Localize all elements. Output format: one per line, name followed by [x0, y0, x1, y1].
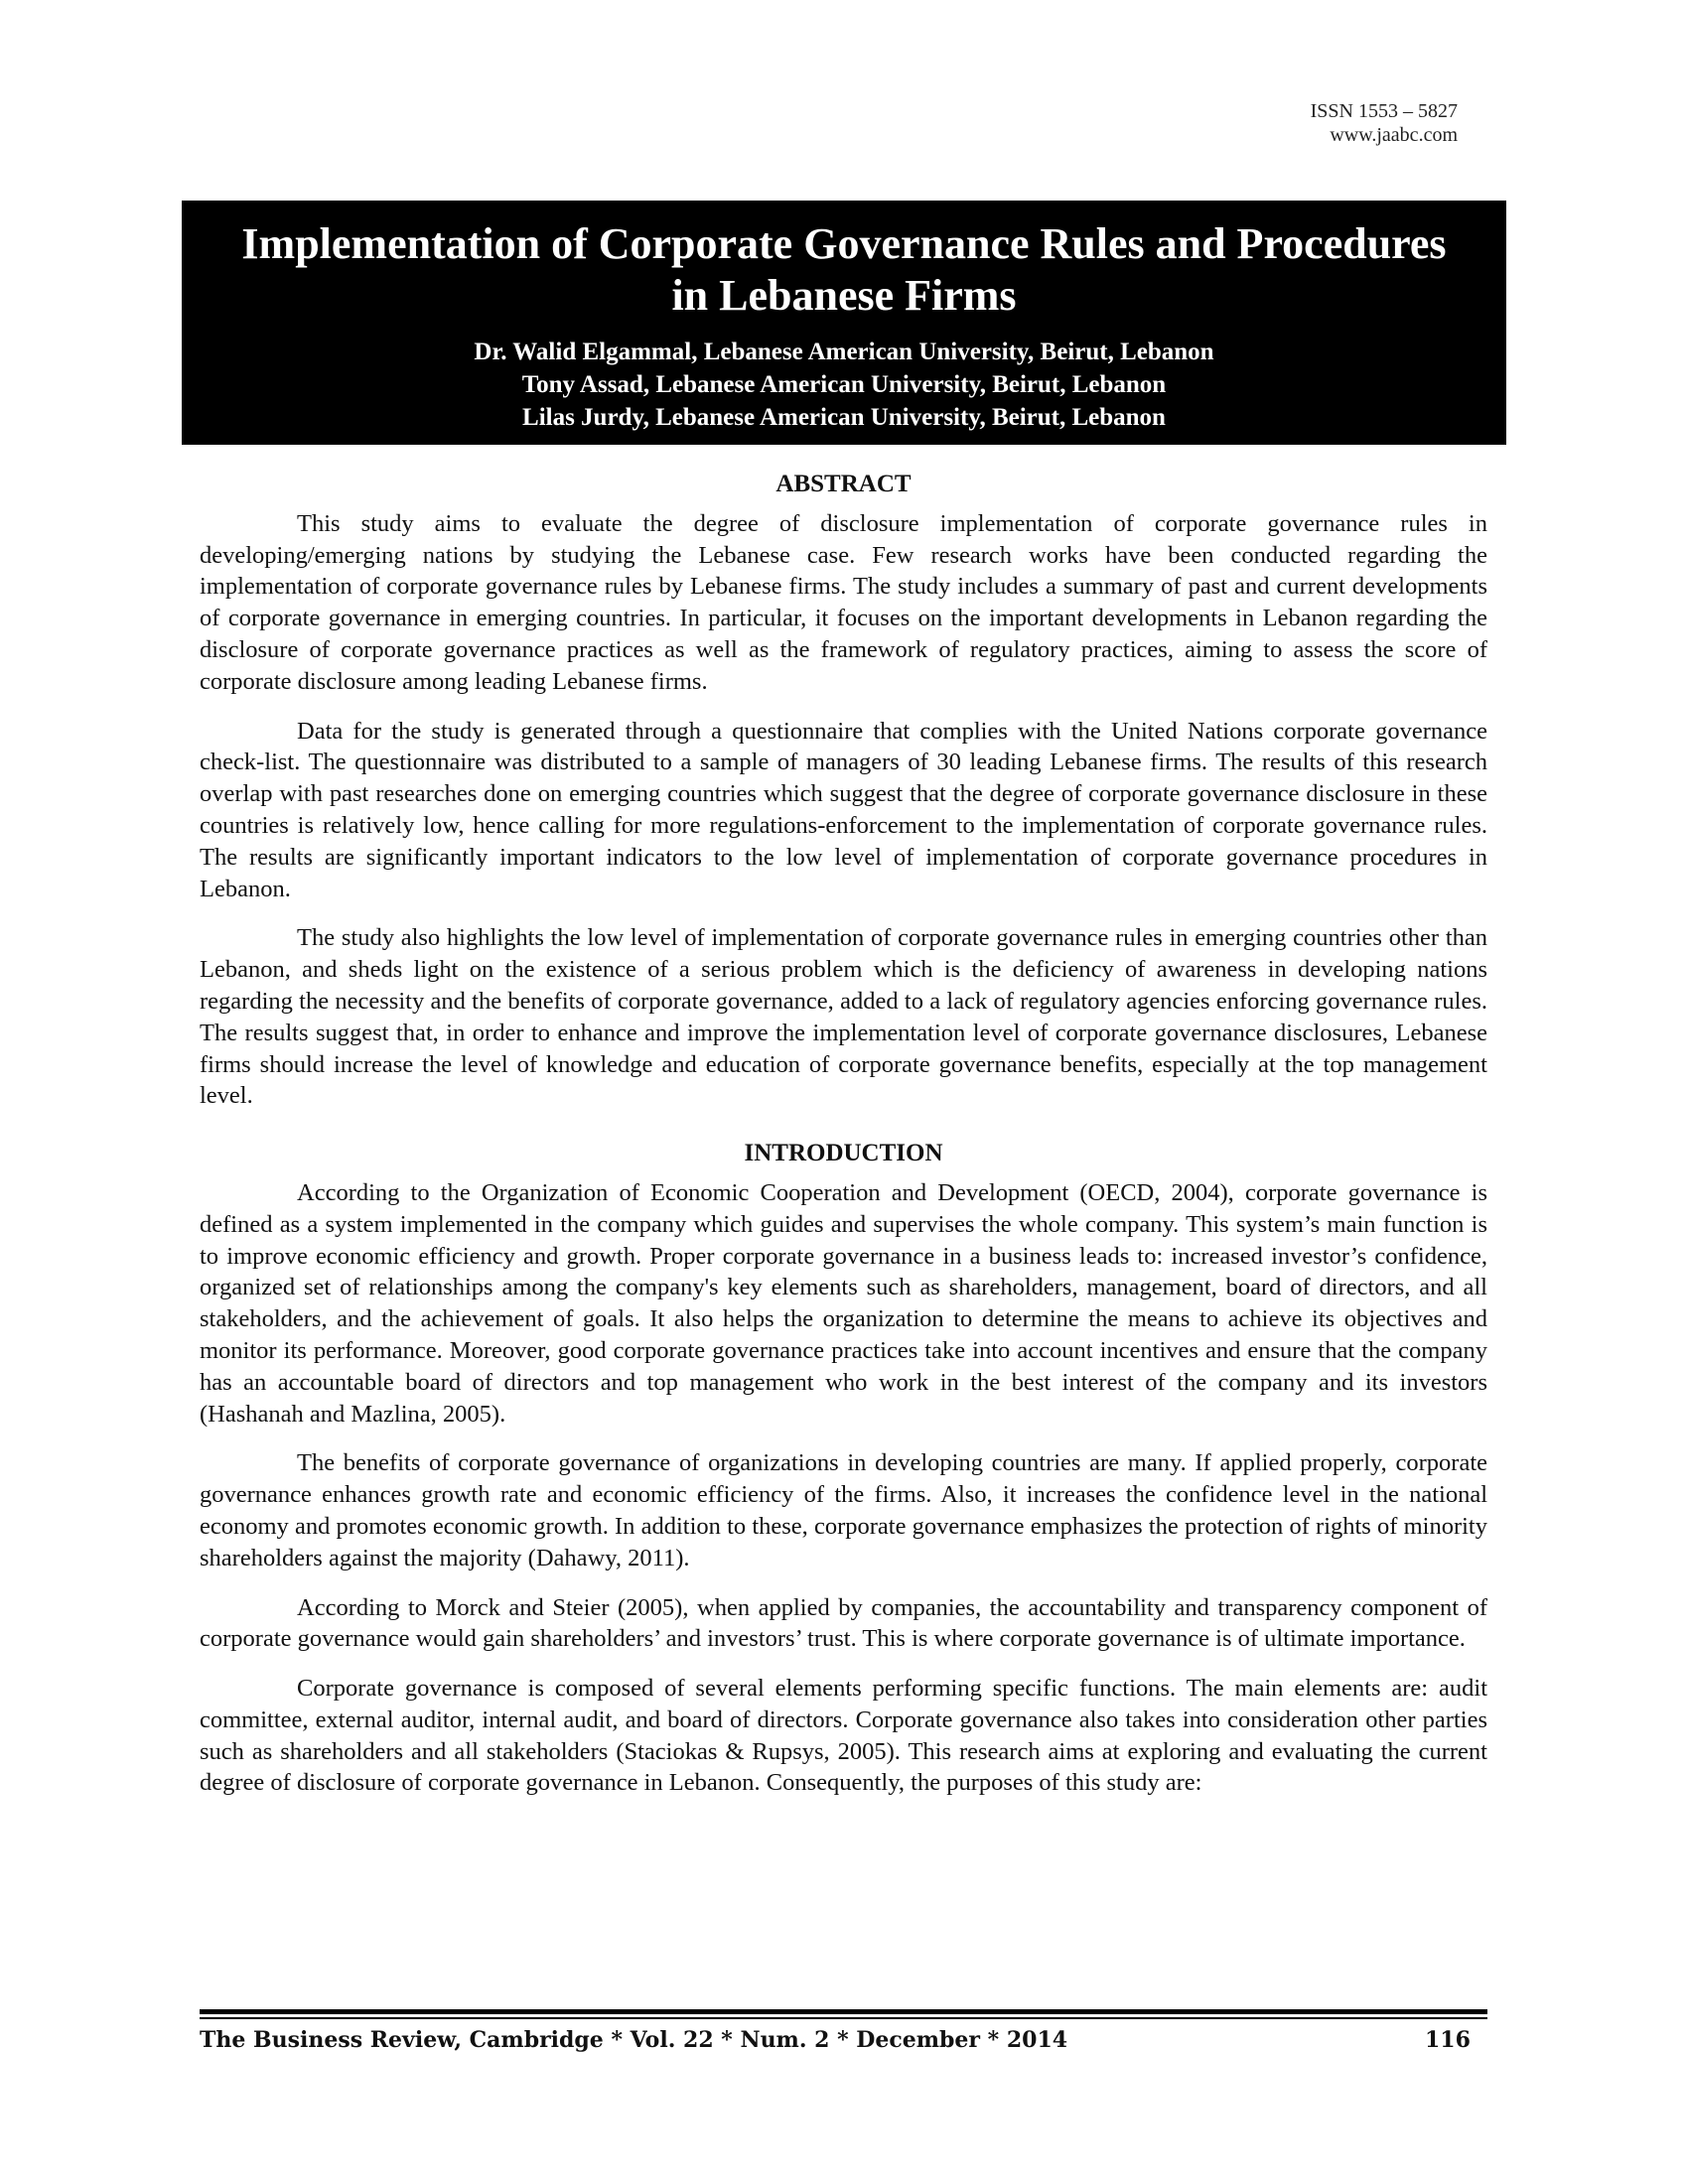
author-line: Dr. Walid Elgammal, Lebanese American University, Beirut, Lebanon: [474, 339, 1214, 365]
issn: ISSN 1553 – 5827: [1310, 100, 1458, 122]
page-number: 116: [1425, 2027, 1471, 2053]
paper-title: Implementation of Corporate Governance Rules and Procedures in Lebanese Firms: [241, 219, 1447, 320]
journal-website: www.jaabc.com: [1330, 124, 1458, 146]
author-list: [182, 336, 1506, 434]
author-line: Lilas Jurdy, Lebanese American University, Beirut, Lebanon: [522, 404, 1166, 431]
introduction-paragraph: According to the Organization of Economic Cooperation and Development (OECD, 2004), corporate governance is defined as a system implemented in the company which guides and supervises the whole company. This system’s main function is to improve economic efficiency and growth. Proper corporate governance in a business leads to: increased investor’s confidence, organized set of relationships among the company's key elements such as shareholders, management, board of directors, and all stakeholders, and the achievement of goals. It also helps the organization to determine the means to achieve its objectives and monitor its performance. Moreover, good corporate governance practices take into account incentives and ensure that the company has an accountable board of directors and top management who work in the best interest of the company and its investors (Hashanah and Mazlina, 2005).: [200, 1178, 1487, 1428]
footer-rule: [200, 2009, 1487, 2014]
journal-header: [1311, 99, 1458, 147]
abstract-paragraph: Data for the study is generated through a questionnaire that complies with the United Nations corporate governance check-list. The questionnaire was distributed to a sample of managers of 30 leading Lebanese firms. The results of this research overlap with past researches done on emerging countries which suggest that the degree of corporate governance disclosure in these countries is relatively low, hence calling for more regulations-enforcement to the implementation of corporate governance rules. The results are significantly important indicators to the low level of implementation of corporate governance procedures in Lebanon.: [200, 717, 1487, 902]
abstract-paragraph: This study aims to evaluate the degree of disclosure implementation of corporate governance rules in developing/emerging nations by studying the Lebanese case. Few research works have been conducted regarding the implementation of corporate governance rules by Lebanese firms. The study includes a summary of past and current developments of corporate governance in emerging countries. In particular, it focuses on the important developments in Lebanon regarding the disclosure of corporate governance practices as well as the framework of regulatory practices, aiming to assess the score of corporate disclosure among leading Lebanese firms.: [200, 509, 1487, 695]
author-line: Tony Assad, Lebanese American University, Beirut, Lebanon: [521, 371, 1167, 398]
introduction-paragraph: According to Morck and Steier (2005), when applied by companies, the accountability and transparency component of corporate governance would gain shareholders’ and investors’ trust. This is where corporate governance is of ultimate importance.: [200, 1593, 1487, 1653]
footer-rule: [200, 2017, 1487, 2019]
introduction-paragraph: Corporate governance is composed of several elements performing specific functions. The main elements are: audit committee, external auditor, internal audit, and board of directors. Corporate governance also takes into consideration other parties such as shareholders and all stakeholders (Staciokas & Rupsys, 2005). This research aims at exploring and evaluating the current degree of disclosure of corporate governance in Lebanon. Consequently, the purposes of this study are:: [200, 1675, 1487, 1797]
introduction-paragraph: The benefits of corporate governance of organizations in developing countries are many. If applied properly, corporate governance enhances growth rate and economic efficiency of the firms. Also, it increases the confidence level in the national economy and promotes economic growth. In addition to these, corporate governance emphasizes the protection of rights of minority shareholders against the majority (Dahawy, 2011).: [200, 1449, 1487, 1571]
article-body: [200, 469, 1487, 1817]
journal-footer: The Business Review, Cambridge * Vol. 22 * Num. 2 * December * 2014: [200, 2027, 1068, 2053]
abstract-paragraph: The study also highlights the low level of implementation of corporate governance rules in emerging countries other than Lebanon, and sheds light on the existence of a serious problem which is the deficiency of awareness in developing nations regarding the necessity and the benefits of corporate governance, added to a lack of regulatory agencies enforcing governance rules. The results suggest that, in order to enhance and improve the implementation level of corporate governance disclosures, Lebanese firms should increase the level of knowledge and education of corporate governance benefits, especially at the top management level.: [200, 924, 1487, 1110]
title-banner: [182, 201, 1506, 445]
abstract-heading: ABSTRACT: [775, 471, 912, 497]
introduction-heading: INTRODUCTION: [744, 1140, 943, 1167]
